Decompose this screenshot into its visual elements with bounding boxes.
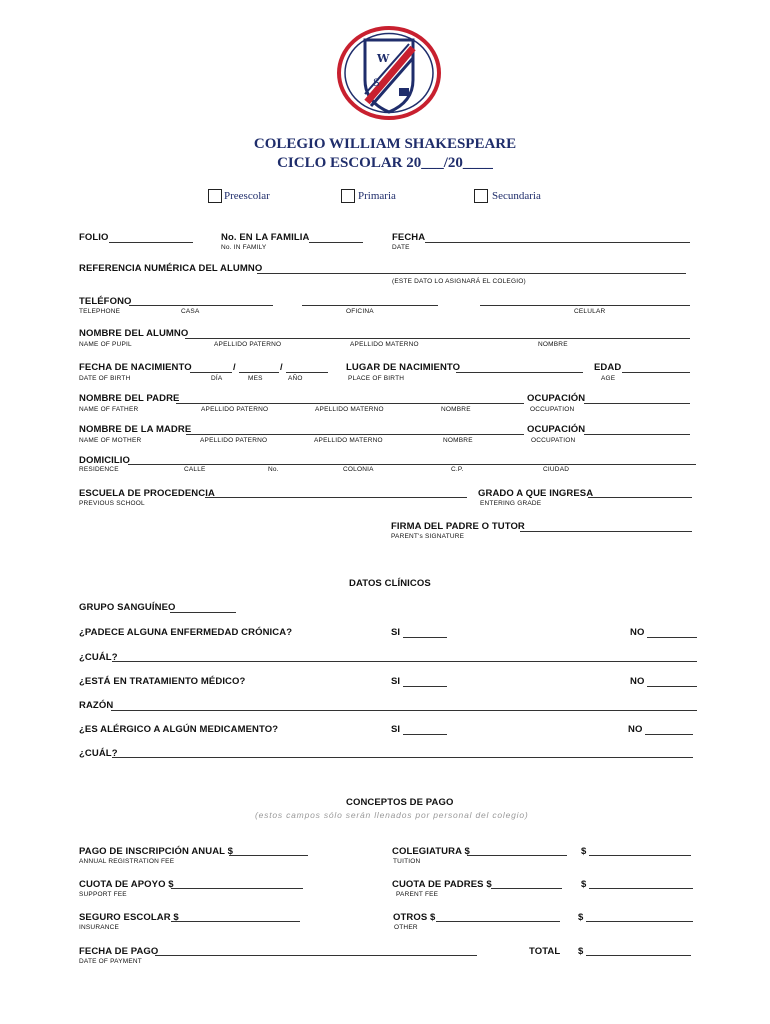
label-lugar: LUGAR DE NACIMIENTO bbox=[346, 362, 461, 373]
padre-ocupacion-field[interactable] bbox=[584, 403, 690, 404]
label-padre-occupation: OCCUPATION bbox=[530, 406, 575, 413]
label-madre-nombre: NOMBRE bbox=[443, 437, 473, 444]
label-enfermedad-cronica: ¿PADECE ALGUNA ENFERMEDAD CRÓNICA? bbox=[79, 627, 293, 638]
label-tratamiento: ¿ESTÁ EN TRATAMIENTO MÉDICO? bbox=[79, 676, 246, 687]
label-edad-sub: AGE bbox=[601, 375, 616, 382]
svg-text:W: W bbox=[377, 52, 390, 65]
label-celular: CELULAR bbox=[574, 308, 606, 315]
fecha-field[interactable] bbox=[425, 242, 690, 243]
label-apoyo: CUOTA DE APOYO $ bbox=[79, 879, 174, 890]
label-si-2: SI bbox=[391, 676, 401, 687]
si-field-2[interactable] bbox=[403, 686, 447, 687]
escuela-field[interactable] bbox=[205, 497, 467, 498]
lugar-field[interactable] bbox=[456, 372, 583, 373]
label-referencia: REFERENCIA NUMÉRICA DEL ALUMNO bbox=[79, 263, 263, 274]
label-total: TOTAL bbox=[529, 946, 561, 957]
label-no-3: NO bbox=[628, 724, 643, 735]
padres-field[interactable] bbox=[491, 888, 562, 889]
label-madre-ocupacion: OCUPACIÓN bbox=[527, 424, 586, 435]
label-dia: DÍA bbox=[211, 375, 223, 382]
label-grupo-sanguineo: GRUPO SANGUÍNEO bbox=[79, 602, 176, 613]
si-field-1[interactable] bbox=[403, 637, 447, 638]
label-alumno: NOMBRE DEL ALUMNO bbox=[79, 328, 189, 339]
label-alumno-nombre: NOMBRE bbox=[538, 341, 568, 348]
label-apoyo-sub: SUPPORT FEE bbox=[79, 891, 127, 898]
label-padre: NOMBRE DEL PADRE bbox=[79, 393, 180, 404]
label-ciudad: CIUDAD bbox=[543, 466, 570, 473]
label-inscripcion-sub: ANNUAL REGISTRATION FEE bbox=[79, 858, 175, 865]
apoyo-field[interactable] bbox=[171, 888, 303, 889]
label-telefono: TELÉFONO bbox=[79, 296, 132, 307]
cual-field-1[interactable] bbox=[112, 661, 697, 662]
label-padres: CUOTA DE PADRES $ bbox=[392, 879, 492, 890]
folio-field[interactable] bbox=[109, 242, 193, 243]
referencia-field[interactable] bbox=[257, 273, 686, 274]
label-dollar-3: $ bbox=[578, 912, 584, 923]
label-otros-sub: OTHER bbox=[394, 924, 418, 931]
label-colegiatura-sub: TUITION bbox=[393, 858, 421, 865]
label-dollar-4: $ bbox=[578, 946, 584, 957]
cual-field-2[interactable] bbox=[112, 757, 693, 758]
label-edad: EDAD bbox=[594, 362, 622, 373]
total-field[interactable] bbox=[586, 955, 691, 956]
telefono-casa-field[interactable] bbox=[129, 305, 273, 306]
label-primaria: Primaria bbox=[358, 190, 396, 202]
slash-2: / bbox=[280, 362, 283, 373]
label-seguro: SEGURO ESCOLAR $ bbox=[79, 912, 179, 923]
label-colonia: COLONIA bbox=[343, 466, 374, 473]
seguro-field[interactable] bbox=[171, 921, 300, 922]
section-title-pago: CONCEPTOS DE PAGO bbox=[346, 797, 454, 808]
label-seguro-sub: INSURANCE bbox=[79, 924, 120, 931]
checkbox-preescolar[interactable] bbox=[208, 189, 222, 203]
label-nacimiento: FECHA DE NACIMIENTO bbox=[79, 362, 192, 373]
telefono-celular-field[interactable] bbox=[480, 305, 690, 306]
label-mes: MES bbox=[248, 375, 263, 382]
label-domicilio-sub: RESIDENCE bbox=[79, 466, 119, 473]
label-madre-paterno: APELLIDO PATERNO bbox=[200, 437, 268, 444]
label-alumno-sub: NAME OF PUPIL bbox=[79, 341, 132, 348]
label-razon: RAZÓN bbox=[79, 700, 114, 711]
label-padre-sub: NAME OF FATHER bbox=[79, 406, 139, 413]
label-telephone-sub: TELEPHONE bbox=[79, 308, 121, 315]
label-no-2: NO bbox=[630, 676, 645, 687]
label-cual-2: ¿CUÁL? bbox=[79, 748, 118, 759]
padre-field[interactable] bbox=[176, 403, 524, 404]
si-field-3[interactable] bbox=[403, 734, 447, 735]
colegiatura-field[interactable] bbox=[467, 855, 567, 856]
domicilio-field[interactable] bbox=[128, 464, 696, 465]
school-cycle: CICLO ESCOLAR 20___/20____ bbox=[277, 155, 493, 171]
referencia-note: (ESTE DATO LO ASIGNARÁ EL COLEGIO) bbox=[392, 278, 526, 285]
otros-field[interactable] bbox=[436, 921, 560, 922]
label-madre-occupation: OCCUPATION bbox=[531, 437, 576, 444]
label-calle: CALLE bbox=[184, 466, 206, 473]
school-crest-logo bbox=[337, 26, 441, 120]
label-fecha-sub: DATE bbox=[392, 244, 410, 251]
label-si-3: SI bbox=[391, 724, 401, 735]
label-si-1: SI bbox=[391, 627, 401, 638]
label-grado: GRADO A QUE INGRESA bbox=[478, 488, 594, 499]
label-oficina: OFICINA bbox=[346, 308, 374, 315]
dollar-field-1[interactable] bbox=[589, 855, 691, 856]
label-madre: NOMBRE DE LA MADRE bbox=[79, 424, 192, 435]
nac-mes-field[interactable] bbox=[239, 372, 279, 373]
label-padre-paterno: APELLIDO PATERNO bbox=[201, 406, 269, 413]
label-escuela: ESCUELA DE PROCEDENCIA bbox=[79, 488, 215, 499]
label-cual-1: ¿CUÁL? bbox=[79, 652, 118, 663]
inscripcion-field[interactable] bbox=[229, 855, 308, 856]
label-fecha-pago: FECHA DE PAGO bbox=[79, 946, 159, 957]
label-alumno-materno: APELLIDO MATERNO bbox=[350, 341, 419, 348]
grado-field[interactable] bbox=[588, 497, 692, 498]
label-folio: FOLIO bbox=[79, 232, 109, 243]
checkbox-secundaria[interactable] bbox=[474, 189, 488, 203]
label-cp: C.P. bbox=[451, 466, 464, 473]
label-fecha-pago-sub: DATE OF PAYMENT bbox=[79, 958, 142, 965]
label-padre-nombre: NOMBRE bbox=[441, 406, 471, 413]
madre-field[interactable] bbox=[186, 434, 524, 435]
checkbox-primaria[interactable] bbox=[341, 189, 355, 203]
label-no-1: NO bbox=[630, 627, 645, 638]
label-alergico: ¿ES ALÉRGICO A ALGÚN MEDICAMENTO? bbox=[79, 724, 279, 735]
fecha-pago-field[interactable] bbox=[155, 955, 477, 956]
label-nac-sub: DATE OF BIRTH bbox=[79, 375, 131, 382]
label-colegiatura: COLEGIATURA $ bbox=[392, 846, 470, 857]
label-family-no: No. EN LA FAMILIA bbox=[221, 232, 310, 243]
label-secundaria: Secundaria bbox=[492, 190, 541, 202]
label-lugar-sub: PLACE OF BIRTH bbox=[348, 375, 405, 382]
label-escuela-sub: PREVIOUS SCHOOL bbox=[79, 500, 145, 507]
pago-note: (estos campos sólo serán llenados por personal del colegio) bbox=[255, 810, 529, 820]
label-madre-materno: APELLIDO MATERNO bbox=[314, 437, 383, 444]
nac-dia-field[interactable] bbox=[190, 372, 232, 373]
no-field-1[interactable] bbox=[647, 637, 697, 638]
no-field-2[interactable] bbox=[647, 686, 697, 687]
family-no-field[interactable] bbox=[309, 242, 363, 243]
label-padre-ocupacion: OCUPACIÓN bbox=[527, 393, 586, 404]
label-dollar-1: $ bbox=[581, 846, 587, 857]
alumno-field[interactable] bbox=[185, 338, 690, 339]
label-numero: No. bbox=[268, 466, 279, 473]
slash-1: / bbox=[233, 362, 236, 373]
label-preescolar: Preescolar bbox=[224, 190, 270, 202]
firma-field[interactable] bbox=[520, 531, 692, 532]
label-otros: OTROS $ bbox=[393, 912, 436, 923]
label-anio: AÑO bbox=[288, 375, 303, 382]
label-casa: CASA bbox=[181, 308, 200, 315]
label-fecha: FECHA bbox=[392, 232, 426, 243]
razon-field[interactable] bbox=[111, 710, 697, 711]
label-domicilio: DOMICILIO bbox=[79, 455, 131, 466]
label-dollar-2: $ bbox=[581, 879, 587, 890]
label-padres-sub: PARENT FEE bbox=[396, 891, 439, 898]
svg-text:S: S bbox=[373, 78, 380, 89]
label-grado-sub: ENTERING GRADE bbox=[480, 500, 542, 507]
grupo-sanguineo-field[interactable] bbox=[170, 612, 236, 613]
telefono-oficina-field[interactable] bbox=[302, 305, 438, 306]
nac-anio-field[interactable] bbox=[286, 372, 328, 373]
no-field-3[interactable] bbox=[645, 734, 693, 735]
dollar-field-3[interactable] bbox=[586, 921, 693, 922]
section-title-clinicos: DATOS CLÍNICOS bbox=[349, 578, 431, 589]
label-alumno-paterno: APELLIDO PATERNO bbox=[214, 341, 282, 348]
school-name: COLEGIO WILLIAM SHAKESPEARE bbox=[253, 136, 517, 152]
dollar-field-2[interactable] bbox=[589, 888, 693, 889]
label-firma: FIRMA DEL PADRE O TUTOR bbox=[391, 521, 525, 532]
label-madre-sub: NAME OF MOTHER bbox=[79, 437, 142, 444]
edad-field[interactable] bbox=[622, 372, 690, 373]
label-firma-sub: PARENT's SIGNATURE bbox=[391, 533, 465, 540]
label-family-no-sub: No. IN FAMILY bbox=[221, 244, 267, 251]
madre-ocupacion-field[interactable] bbox=[584, 434, 690, 435]
label-padre-materno: APELLIDO MATERNO bbox=[315, 406, 384, 413]
label-inscripcion: PAGO DE INSCRIPCIÓN ANUAL $ bbox=[79, 846, 234, 857]
